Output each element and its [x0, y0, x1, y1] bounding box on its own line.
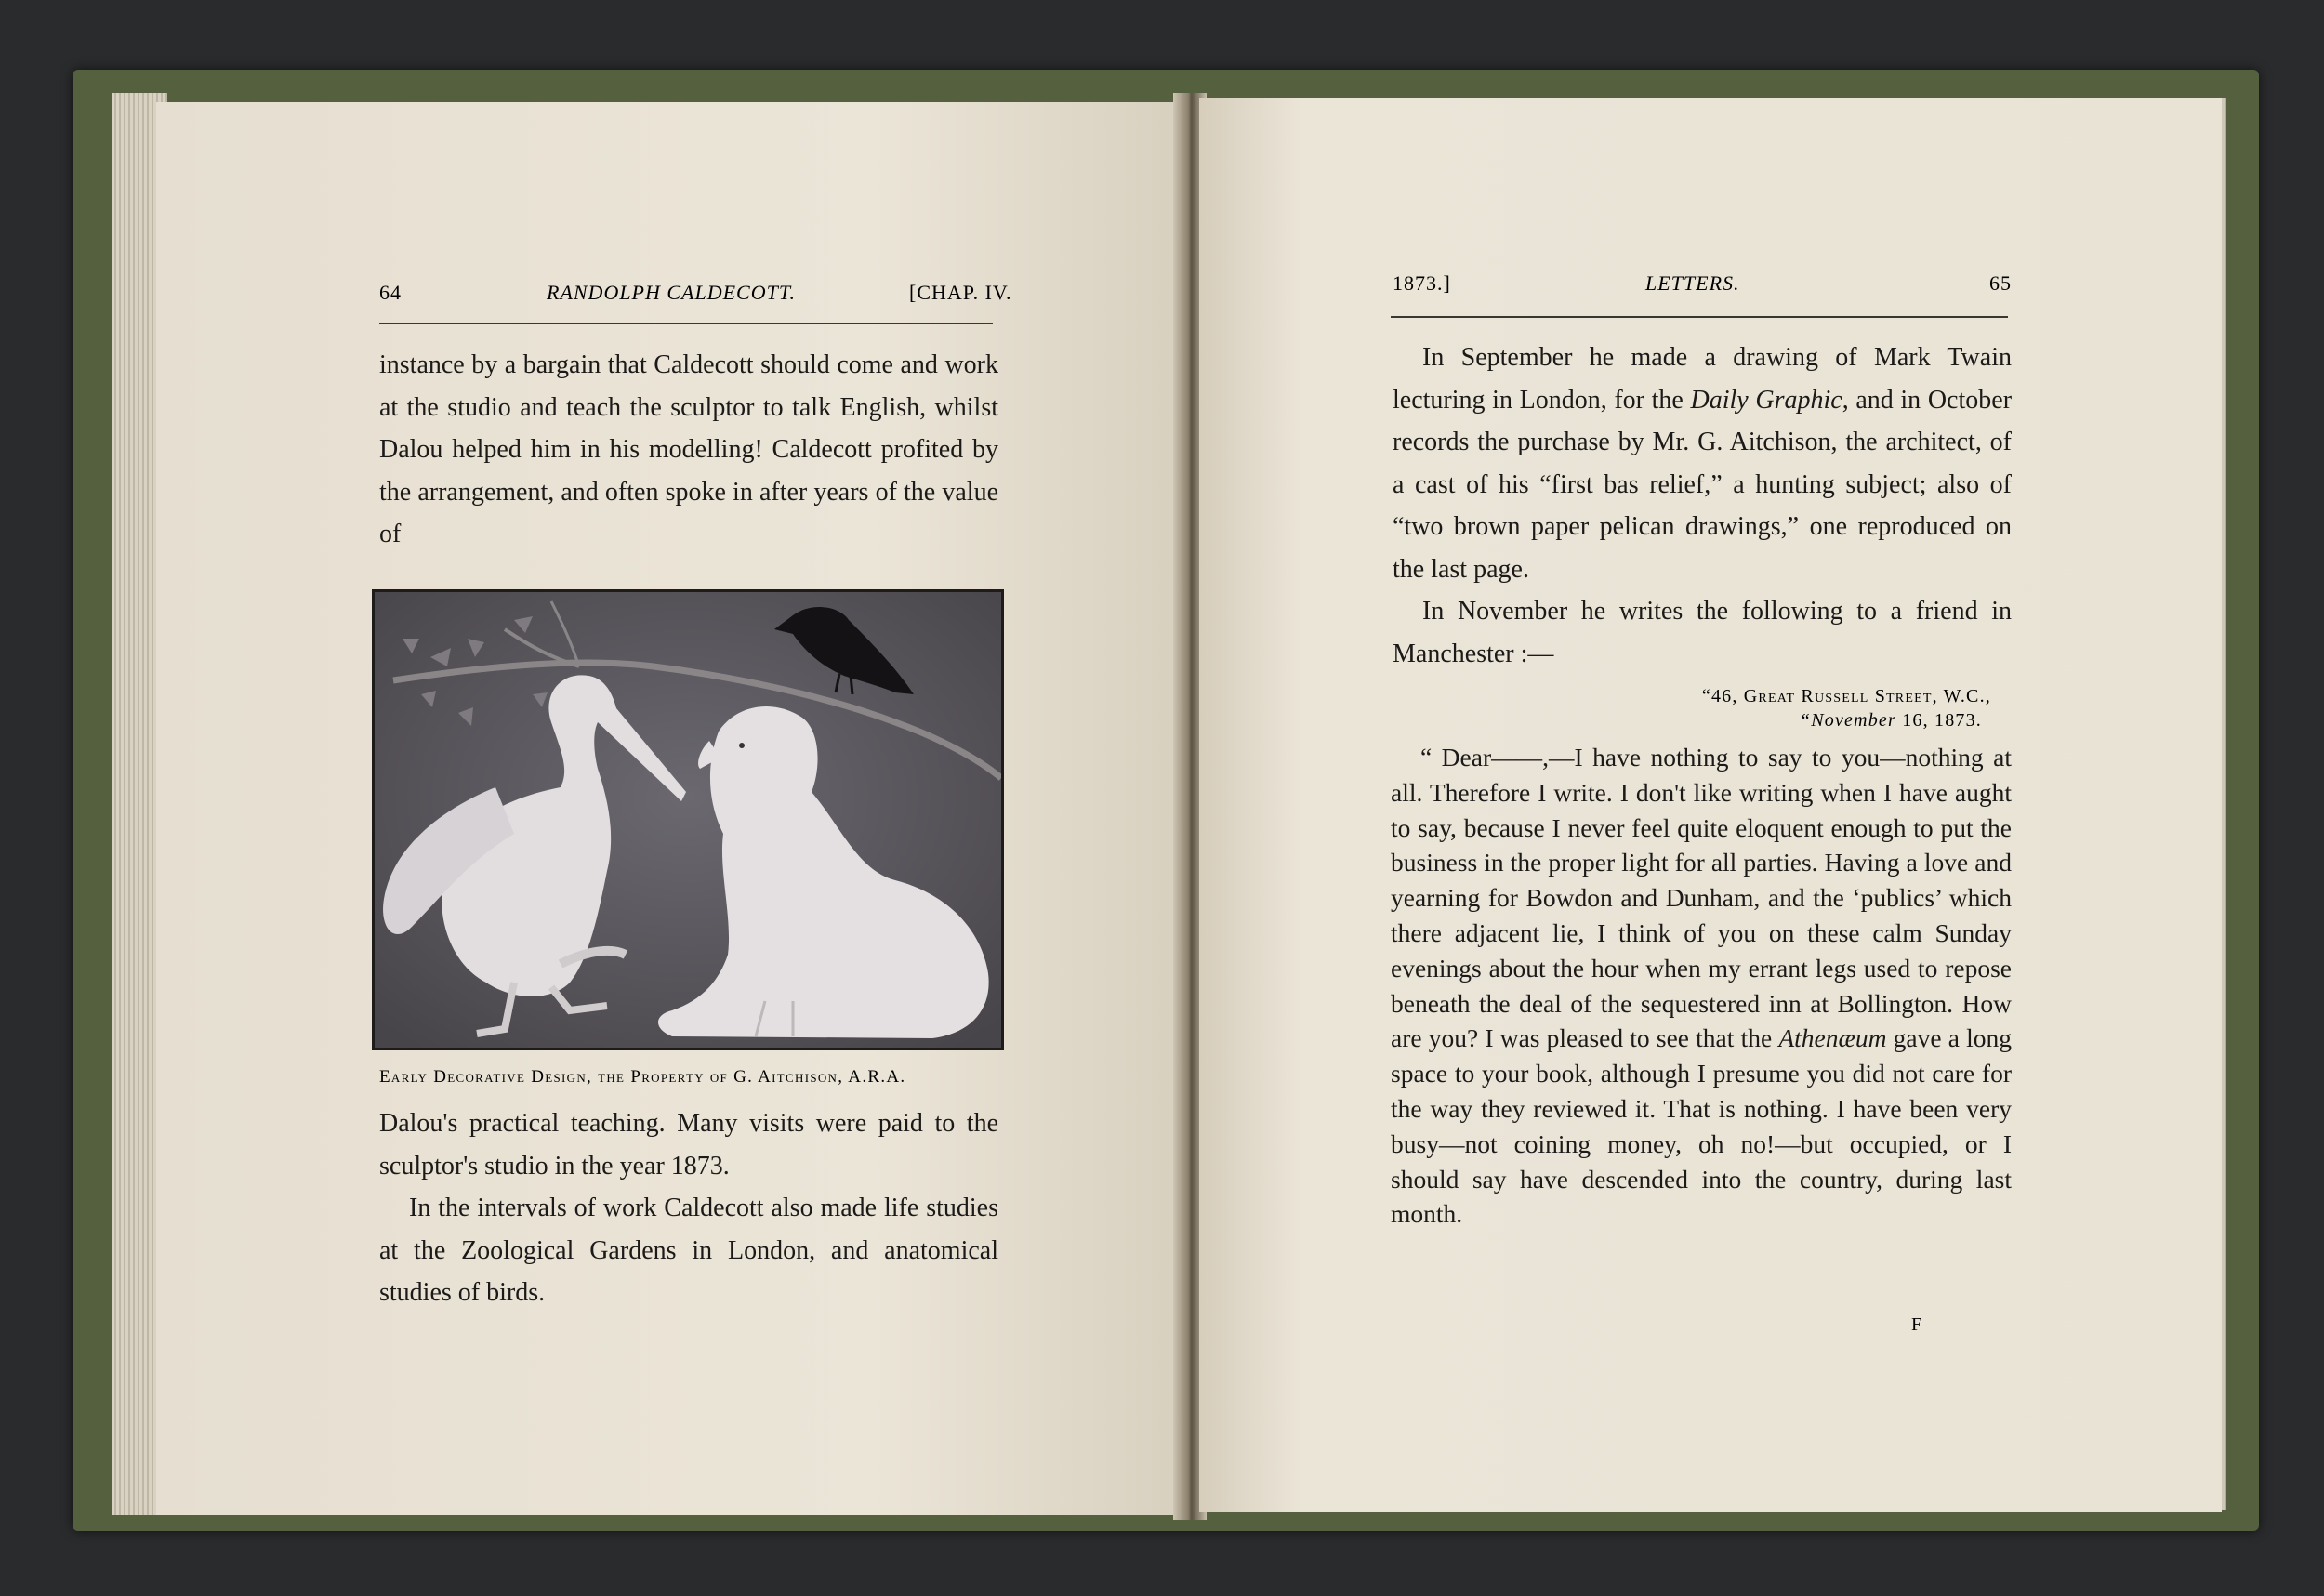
right-running-title — [1645, 271, 1740, 296]
right-page-number: 65 — [1989, 271, 2012, 295]
letter-body-a: “ Dear——,—I have nothing to say to you—nothing at all. Therefore I write. I don't like writing when I have aught to say, because I never feel quite eloquent enough to put the business in the proper light for all parties. Having a love and yearning for Bowdon and Dunham, and the ‘publics’ which there adjacent lie, I think of you on these calm Sunday evenings about the hour when my errant legs used to repose beneath the deal of the sequestered inn at Bollington. How are you? I was pleased to see that the — [1391, 743, 2012, 1053]
letter-address-line-2 — [1627, 710, 1982, 732]
right-para-1-a: In September he made a drawing of Mark Twain lecturing in London, for the — [1393, 343, 2012, 415]
left-para-top — [379, 344, 998, 556]
left-chapter: [CHAP. IV. — [909, 281, 1012, 304]
left-header-rule — [379, 323, 993, 324]
letter-body — [1391, 740, 2012, 1232]
letter-body-b: gave a long space to your book, although I presume you did not care for the way they reviewed it. That is nothing. I have been very busy—not coining money, oh no!—but occupied, or I should say have descended into the country, during last month. — [1391, 1023, 2012, 1229]
left-para-after-figure — [379, 1102, 998, 1314]
right-year: 1873.] — [1393, 271, 1451, 295]
right-para-1-b: , and in October records the purchase by Mr. G. Aitchison, the architect, of a cast of his “first bas relief,” a hunting subject; also of “two brown paper pelican drawings,” one reproduced on the last page. — [1393, 385, 2013, 584]
left-running-title — [547, 281, 796, 305]
left-para-top-text: instance by a bargain that Caldecott should come and work at the studio and teach the sculptor to talk English, whilst Dalou helped him in his modelling! Caldecott profited by the arrangement, and often spoke in after years of the value of — [379, 350, 998, 548]
signature-mark: F — [1911, 1314, 1922, 1335]
letter-address-date: 16, 1873. — [1896, 710, 1982, 731]
right-header-rule — [1391, 316, 2008, 318]
pelican-lion-crow-illustration — [375, 592, 1001, 1048]
left-para-after-figure-text: Dalou's practical teaching. Many visits were paid to the sculptor's studio in the year 1873. — [379, 1109, 998, 1181]
figure-illustration — [372, 589, 1004, 1050]
letter-body-italic: Athenæum — [1778, 1023, 1887, 1053]
letter-body-text — [1391, 740, 2012, 1232]
right-para-1-italic: Daily Graphic — [1690, 385, 1842, 415]
right-para-1 — [1393, 336, 2012, 590]
letter-address-line-1: “46, Great Russell Street, W.C., — [1701, 686, 1991, 706]
right-running-title-text: LETTERS. — [1645, 271, 1740, 295]
left-running-title-text: RANDOLPH CALDECOTT. — [547, 281, 796, 304]
right-para-2: In November he writes the following to a friend in Manchester :— — [1393, 597, 2012, 668]
left-para-last-text: In the intervals of work Caldecott also made life studies at the Zoological Gardens in London, and anatomical studies of birds. — [379, 1194, 998, 1307]
right-intro-paragraphs — [1393, 336, 2012, 675]
letter-address-month: “November — [1799, 710, 1896, 731]
left-page-number: 64 — [379, 281, 402, 304]
figure-caption: Early Decorative Design, the Property of G. Aitchison, A.R.A. — [379, 1067, 906, 1087]
